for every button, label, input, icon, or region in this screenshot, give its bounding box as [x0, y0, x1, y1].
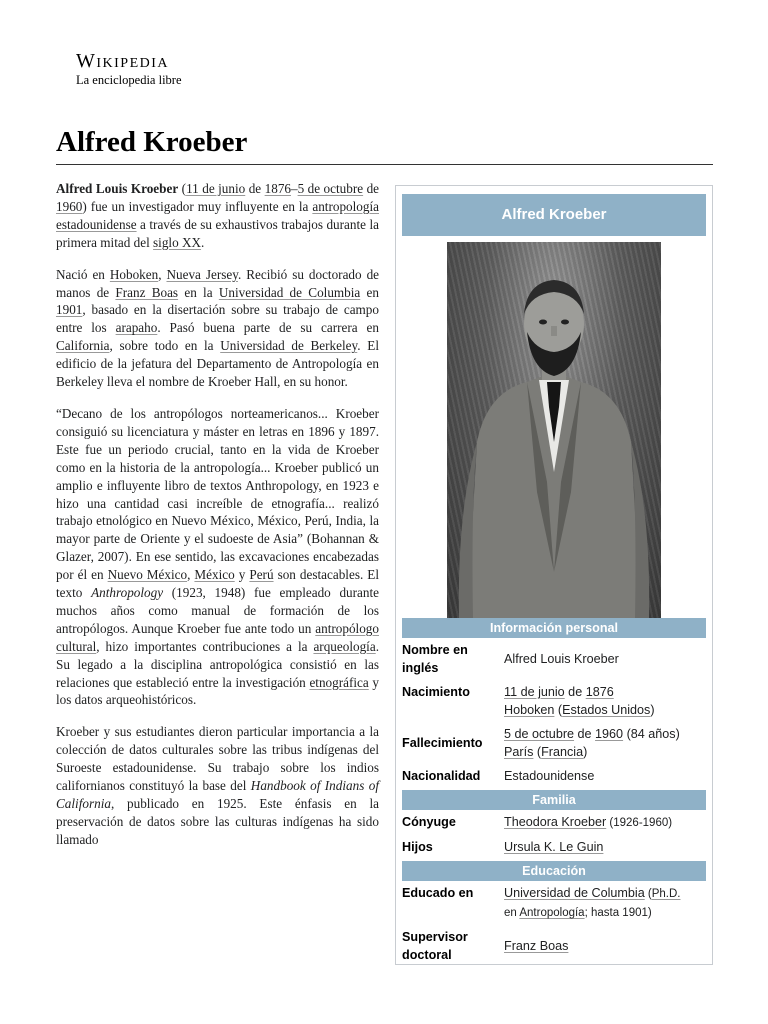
infobox — [395, 185, 713, 965]
link-phd[interactable]: Ph.D. — [651, 888, 681, 900]
link-death-date[interactable]: 5 de octubre — [504, 727, 575, 741]
row-birth — [402, 680, 706, 722]
article-body — [56, 180, 379, 863]
article-text: , hizo importantes contribuciones a la — [96, 638, 314, 654]
article-link[interactable]: Franz Boas — [115, 284, 179, 300]
text-de: de — [564, 685, 586, 699]
paragraph-legacy — [56, 723, 379, 848]
row-death — [402, 722, 706, 764]
value-spouse — [504, 813, 706, 832]
link-university[interactable]: Universidad de Columbia — [504, 886, 645, 900]
article-text: , publicado en 1925. Este énfasis en la preservación de datos sobre las culturas indígenas ha sido llamado — [56, 796, 379, 847]
text-until: ; hasta 1901) — [584, 907, 652, 919]
value-supervisor — [504, 928, 706, 964]
article-text: (1923, 1948) fue empleado durante muchos años como manual de formación de los antropólogos. Aunque Kroeber fue ante todo un — [56, 585, 379, 636]
value-death — [504, 725, 706, 761]
article-text: y los datos arqueohistóricos. — [56, 674, 380, 708]
text-paren-close: ) — [583, 745, 588, 759]
value-birth — [504, 683, 706, 719]
article-link[interactable]: Nuevo México — [107, 567, 188, 583]
text-paren-open: ( — [644, 888, 652, 900]
article-text: . — [201, 234, 205, 250]
title-divider — [56, 164, 713, 165]
article-link[interactable]: 5 de octubre — [297, 181, 364, 196]
article-link[interactable]: Nueva Jersey — [166, 266, 238, 282]
value-children — [504, 838, 706, 856]
article-text: , — [158, 266, 167, 282]
text-paren-open: ( — [554, 703, 563, 717]
row-nationality — [402, 764, 706, 788]
article-link[interactable]: Perú — [249, 567, 274, 583]
section-personal-info: Información personal — [402, 618, 706, 638]
label-educated: Educado en — [402, 886, 474, 900]
article-text: Nació en — [56, 266, 110, 282]
article-link[interactable]: 1876 — [264, 181, 291, 196]
article-text: son destacables. El texto — [56, 567, 379, 601]
article-link[interactable]: Hoboken — [109, 266, 159, 282]
text-paren-open: ( — [533, 745, 542, 759]
article-text: , — [187, 567, 195, 583]
link-anthropology[interactable]: Antropología — [519, 907, 585, 919]
link-death-country[interactable]: Francia — [541, 745, 584, 759]
link-death-city[interactable]: París — [504, 745, 534, 759]
article-text: de — [245, 181, 265, 196]
row-children — [402, 835, 706, 859]
article-text: . El edificio de la jefatura del Departamento de Antropología en Berkeley lleva el nombre de Kroeber Hall, en su honor. — [56, 338, 379, 390]
article-italic-text: Anthropology — [91, 585, 164, 601]
article-link[interactable]: estadounidense — [56, 216, 137, 232]
value-educated — [504, 884, 706, 922]
article-link[interactable]: siglo XX — [153, 234, 202, 250]
label-english-name: Nombre en inglés — [402, 643, 468, 675]
article-text: , sobre todo en la — [109, 338, 221, 354]
text-spouse-years: (1926-1960) — [606, 817, 673, 829]
portrait-photo[interactable] — [447, 242, 661, 618]
value-english-name: Alfred Louis Kroeber — [504, 652, 619, 666]
label-nationality: Nacionalidad — [402, 769, 481, 783]
value-nationality: Estadounidense — [504, 769, 595, 783]
paragraph-quote — [56, 405, 379, 709]
wikipedia-logo[interactable] — [76, 50, 182, 87]
article-text: “Decano de los antropólogos norteamericanos... Kroeber consiguió su licenciatura y máster en letras en 1896 y 1897. Este fue un periodo crucial, tanto en la vida de Kroeber como en la historia de la antropología... Kroeber publicó un amplio e influyente libro de textos Anthropology, en 1923 e hizo una cantidad casi increíble de etnografía... realizó trabajo etnológico en Nuevo México, México, Perú, India, la mayor parte de Oriente y el sudoeste de Asia” (Bohannan & Glazer, 2007). En ese sentido, las excavaciones encabezadas por él en — [56, 405, 379, 583]
article-text: ( — [181, 181, 187, 196]
article-text: , basado en la disertación sobre su trabajo de campo entre los — [56, 302, 379, 336]
label-birth: Nacimiento — [402, 685, 470, 699]
article-text: – — [291, 181, 298, 196]
row-supervisor — [402, 925, 706, 967]
row-english-name — [402, 638, 706, 680]
article-link[interactable]: antropología — [312, 198, 379, 214]
article-bold-text: Alfred Louis Kroeber — [56, 181, 179, 196]
link-death-year[interactable]: 1960 — [595, 727, 624, 741]
link-birth-date[interactable]: 11 de junio — [504, 685, 565, 699]
page-title: Alfred Kroeber — [56, 126, 248, 158]
label-supervisor: Supervisor doctoral — [402, 930, 468, 962]
article-link[interactable]: 11 de junio — [186, 181, 246, 196]
article-link[interactable]: Universidad de Berkeley — [220, 338, 358, 354]
section-education: Educación — [402, 861, 706, 881]
article-text: a través de su exhaustivos trabajos durante la primera mitad del — [56, 216, 379, 250]
link-birth-city[interactable]: Hoboken — [504, 703, 555, 717]
article-link[interactable]: 1901 — [56, 302, 83, 318]
link-spouse[interactable]: Theodora Kroeber — [504, 815, 607, 829]
article-text: en — [360, 284, 380, 300]
paragraph-biography — [56, 266, 379, 391]
text-en: en — [504, 907, 520, 919]
article-link[interactable]: Universidad de Columbia — [218, 284, 361, 300]
article-text: Kroeber y sus estudiantes dieron particular importancia a la colección de datos culturales sobre las tribus indígenas del Suroeste estadounidense. Su trabajo sobre los indios californianos constituyó la base del — [56, 724, 379, 794]
article-link[interactable]: 1960 — [56, 198, 83, 214]
link-supervisor[interactable]: Franz Boas — [504, 939, 569, 953]
paragraph-intro — [56, 180, 379, 252]
label-children: Hijos — [402, 840, 433, 854]
article-link[interactable]: antropólogo cultural — [56, 620, 379, 654]
article-text: y — [234, 567, 250, 583]
section-family: Familia — [402, 790, 706, 810]
link-birth-country[interactable]: Estados Unidos — [562, 703, 651, 717]
text-age: (84 años) — [623, 727, 680, 741]
row-spouse — [402, 810, 706, 835]
logo-tagline: La enciclopedia libre — [76, 73, 182, 87]
portrait-figure — [447, 242, 661, 618]
article-text: de — [363, 181, 380, 196]
article-link[interactable]: California — [56, 338, 110, 354]
text-paren-close: ) — [650, 703, 655, 717]
label-death: Fallecimiento — [402, 736, 483, 750]
link-child[interactable]: Ursula K. Le Guin — [504, 840, 604, 854]
text-de: de — [574, 727, 596, 741]
article-text: . Recibió su doctorado de manos de — [56, 266, 380, 300]
infobox-title: Alfred Kroeber — [402, 194, 706, 236]
article-italic-text: Handbook of Indians of California — [56, 778, 379, 811]
link-birth-year[interactable]: 1876 — [585, 685, 614, 699]
article-link[interactable]: arqueología — [313, 638, 376, 654]
label-spouse: Cónyuge — [402, 815, 456, 829]
row-educated — [402, 881, 706, 925]
article-text: . Pasó buena parte de su carrera en — [157, 320, 380, 336]
article-text: . Su legado a la disciplina antropológica consistió en las relaciones que estableció entre la investigación — [56, 638, 379, 690]
article-link[interactable]: arapaho — [115, 320, 158, 336]
article-link[interactable]: etnográfica — [309, 674, 369, 690]
article-text: ) fue un investigador muy influyente en la — [82, 198, 313, 214]
article-link[interactable]: México — [194, 567, 235, 583]
article-text: en la — [178, 284, 219, 300]
logo-wordmark: Wikipedia — [76, 50, 170, 72]
